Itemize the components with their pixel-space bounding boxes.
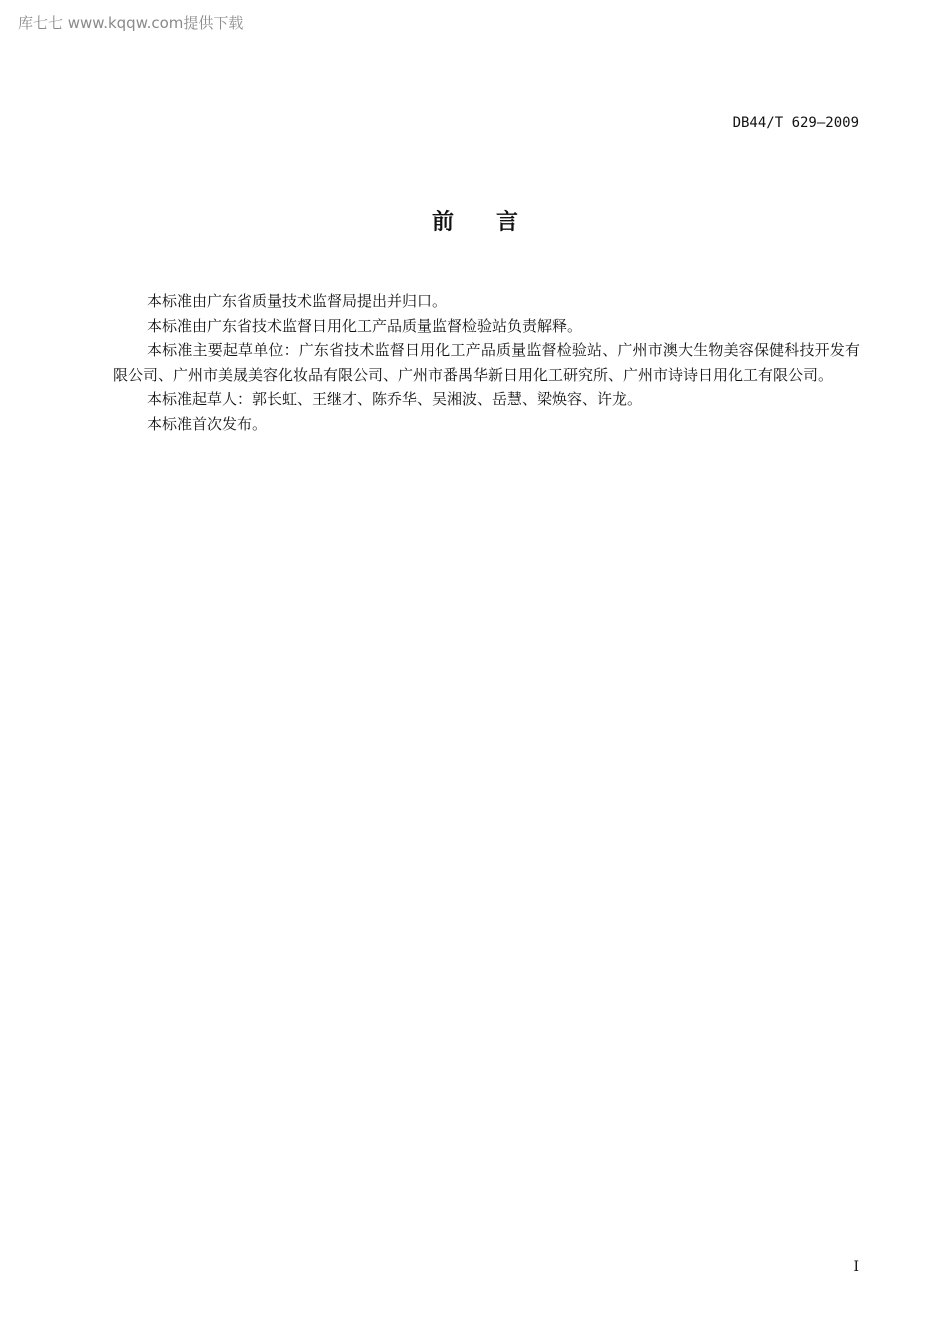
watermark-text: 库七七 www.kqqw.com提供下载 — [18, 14, 244, 32]
paragraph-drafting-units: 本标准主要起草单位：广东省技术监督日用化工产品质量监督检验站、广州市澳大生物美容保健科技开发有限公司、广州市美晟美容化妆品有限公司、广州市番禺华新日用化工研究所、广州市诗诗日用化工有限公司。 — [113, 341, 860, 384]
paragraph-proposer: 本标准由广东省质量技术监督局提出并归口。 — [147, 292, 448, 310]
standard-number: DB44/T 629—2009 — [732, 115, 859, 131]
paragraph-interpreter: 本标准由广东省技术监督日用化工产品质量监督检验站负责解释。 — [147, 316, 583, 335]
paragraph-drafters: 本标准起草人：郭长虹、王继才、陈乔华、吴湘波、岳慧、梁焕容、许龙。 — [147, 390, 643, 408]
paragraph-first-release: 本标准首次发布。 — [147, 414, 268, 433]
page-title: 前言 — [431, 210, 560, 235]
foreword-body — [113, 289, 860, 436]
page-number: I — [853, 1259, 859, 1275]
